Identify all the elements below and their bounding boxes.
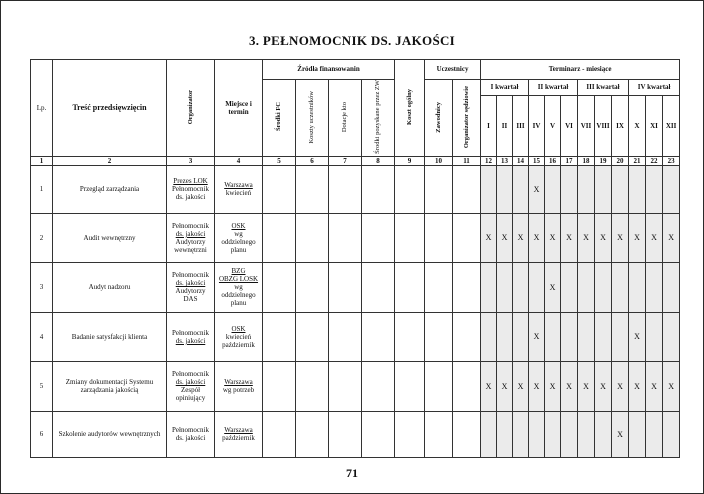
place-line: OSK [231, 324, 246, 333]
column-number: 7 [329, 156, 362, 165]
organizer-line: Audytorzy [175, 237, 206, 246]
empty-cell [395, 312, 425, 361]
empty-cell [296, 262, 329, 312]
month-cell [481, 262, 497, 312]
empty-cell [263, 411, 296, 457]
place-line: kwiecień [225, 189, 252, 198]
month-cell: X [513, 361, 529, 411]
plan-table [30, 59, 680, 458]
month-cell [513, 411, 529, 457]
row-task: Szkolenie audytorów wewnętrznych [53, 411, 167, 457]
row-lp: 3 [31, 262, 53, 312]
header-srodki-fc [263, 80, 296, 157]
header-srodki-zw [362, 80, 395, 157]
row-task: Audit wewnętrzny [53, 213, 167, 262]
header-koszt-ogolny-label: Koszt ogólny [405, 88, 413, 125]
column-number: 8 [362, 156, 395, 165]
month-cell [497, 411, 513, 457]
month-cell: X [629, 361, 646, 411]
row-organizer [167, 312, 215, 361]
empty-cell [329, 312, 362, 361]
row-organizer [167, 213, 215, 262]
header-terminarz: Terminarz - miesiące [481, 60, 680, 80]
header-month: I [481, 95, 497, 156]
month-cell [663, 312, 680, 361]
month-cell [629, 165, 646, 213]
header-uczestnicy: Uczestnicy [425, 60, 481, 80]
row-place [215, 411, 263, 457]
header-month: VII [578, 95, 595, 156]
organizer-line: ds. jakości [175, 229, 206, 238]
organizer-line: ds. jakości [175, 193, 206, 202]
empty-cell [425, 411, 453, 457]
table-row [31, 361, 680, 411]
table-row [31, 262, 680, 312]
page-number: 71 [346, 466, 358, 480]
header-kwartal-1: I kwartał [481, 80, 529, 96]
empty-cell [329, 411, 362, 457]
place-line: oddzielnego [221, 291, 256, 300]
row-task: Audyt nadzoru [53, 262, 167, 312]
empty-cell [453, 312, 481, 361]
empty-cell [362, 411, 395, 457]
organizer-line: Pełnomocnik [172, 221, 209, 230]
header-month: III [513, 95, 529, 156]
row-place [215, 361, 263, 411]
month-cell [497, 262, 513, 312]
page-title: 3. PEŁNOMOCNIK DS. JAKOŚCI [248, 33, 456, 48]
empty-cell [395, 213, 425, 262]
row-task: Badanie satysfakcji klienta [53, 312, 167, 361]
empty-cell [453, 411, 481, 457]
empty-cell [395, 411, 425, 457]
month-cell [497, 312, 513, 361]
month-cell: X [612, 213, 629, 262]
organizer-line: opiniujący [175, 394, 206, 403]
place-line: planu [230, 245, 247, 254]
month-cell: X [497, 213, 513, 262]
column-number-row [31, 156, 680, 165]
column-number: 15 [529, 156, 545, 165]
organizer-line: ds. jakości [175, 279, 206, 288]
month-cell [545, 411, 561, 457]
header-month: XII [663, 95, 680, 156]
month-cell [595, 165, 612, 213]
column-number: 18 [578, 156, 595, 165]
month-cell [612, 262, 629, 312]
month-cell: X [578, 361, 595, 411]
column-number: 5 [263, 156, 296, 165]
place-line: planu [230, 299, 247, 308]
row-lp: 1 [31, 165, 53, 213]
empty-cell [329, 213, 362, 262]
month-cell [629, 411, 646, 457]
month-cell [663, 411, 680, 457]
empty-cell [425, 213, 453, 262]
table-row [31, 165, 680, 213]
row-place [215, 312, 263, 361]
month-cell: X [545, 361, 561, 411]
place-line: Warszawa [224, 426, 253, 435]
month-cell [578, 165, 595, 213]
empty-cell [425, 361, 453, 411]
column-number: 22 [646, 156, 663, 165]
row-task: Przegląd zarządzania [53, 165, 167, 213]
empty-cell [395, 165, 425, 213]
column-number: 6 [296, 156, 329, 165]
place-line: wg [234, 283, 243, 292]
organizer-line: Prezes LOK [173, 177, 208, 186]
column-number: 13 [497, 156, 513, 165]
empty-cell [263, 312, 296, 361]
header-kwartal-4: IV kwartał [629, 80, 680, 96]
organizer-line: Pełnomocnik [172, 271, 209, 280]
organizer-line: Pełnomocnik [172, 370, 209, 379]
month-cell: X [545, 262, 561, 312]
month-cell: X [629, 213, 646, 262]
month-cell [663, 165, 680, 213]
column-number: 2 [53, 156, 167, 165]
empty-cell [362, 262, 395, 312]
header-lp: Lp. [31, 60, 53, 157]
column-number: 12 [481, 156, 497, 165]
month-cell: X [646, 213, 663, 262]
column-number: 14 [513, 156, 529, 165]
header-month: X [629, 95, 646, 156]
header-organizator-sedziowie-label: Organizator sędziowie [462, 85, 470, 148]
month-cell [481, 411, 497, 457]
empty-cell [425, 312, 453, 361]
header-koszty-label: Koszty uczestników [308, 90, 316, 144]
month-cell: X [481, 213, 497, 262]
place-line: OSK [231, 221, 246, 230]
column-number: 19 [595, 156, 612, 165]
organizer-line: Pełnomocnik [172, 328, 209, 337]
month-cell [578, 312, 595, 361]
month-cell [578, 411, 595, 457]
month-cell: X [578, 213, 595, 262]
month-cell [481, 312, 497, 361]
month-cell: X [561, 213, 578, 262]
empty-cell [296, 411, 329, 457]
row-place [215, 165, 263, 213]
month-cell [529, 262, 545, 312]
month-cell [578, 262, 595, 312]
row-lp: 5 [31, 361, 53, 411]
place-line: oddzielnego [221, 237, 256, 246]
header-zrodla: Źródła finansowanin [263, 60, 395, 80]
place-line: październik [222, 434, 255, 443]
table-row [31, 213, 680, 262]
month-cell: X [561, 361, 578, 411]
month-cell [545, 312, 561, 361]
empty-cell [263, 165, 296, 213]
row-organizer [167, 262, 215, 312]
row-task: Zmiany dokumentacji Systemu zarządzania jakością [53, 361, 167, 411]
header-organizator-sedziowie [453, 80, 481, 157]
month-cell [529, 411, 545, 457]
empty-cell [453, 361, 481, 411]
month-cell: X [663, 361, 680, 411]
month-cell [513, 165, 529, 213]
month-cell [595, 262, 612, 312]
empty-cell [362, 361, 395, 411]
header-kwartal-2: II kwartał [529, 80, 578, 96]
month-cell [629, 262, 646, 312]
month-cell [646, 411, 663, 457]
column-number: 16 [545, 156, 561, 165]
month-cell [646, 312, 663, 361]
column-number: 23 [663, 156, 680, 165]
header-month: V [545, 95, 561, 156]
place-line: wg [234, 229, 243, 238]
empty-cell [362, 165, 395, 213]
row-lp: 4 [31, 312, 53, 361]
column-number: 3 [167, 156, 215, 165]
header-month: XI [646, 95, 663, 156]
header-dotacje [329, 80, 362, 157]
header-tresc: Treść przedsięwzięcin [53, 60, 167, 157]
empty-cell [395, 262, 425, 312]
row-place [215, 213, 263, 262]
header-month: VIII [595, 95, 612, 156]
empty-cell [296, 213, 329, 262]
month-cell [513, 262, 529, 312]
row-organizer [167, 165, 215, 213]
column-number: 20 [612, 156, 629, 165]
month-cell [595, 312, 612, 361]
month-cell: X [595, 213, 612, 262]
empty-cell [362, 213, 395, 262]
header-organizator-label: Organizator [186, 89, 194, 125]
empty-cell [296, 165, 329, 213]
organizer-line: Audytorzy [175, 287, 206, 296]
month-cell: X [595, 361, 612, 411]
month-cell [545, 165, 561, 213]
column-number: 1 [31, 156, 53, 165]
empty-cell [296, 312, 329, 361]
row-organizer [167, 361, 215, 411]
month-cell [595, 411, 612, 457]
empty-cell [453, 213, 481, 262]
month-cell [561, 411, 578, 457]
month-cell [481, 165, 497, 213]
header-srodki-zw-label: Środki pozyskane przez ZW [374, 80, 382, 154]
month-cell: X [646, 361, 663, 411]
header-dotacje-label: Dotacje kto [341, 101, 349, 132]
month-cell: X [529, 312, 545, 361]
month-cell: X [612, 411, 629, 457]
empty-cell [296, 361, 329, 411]
empty-cell [263, 213, 296, 262]
table-body [31, 165, 680, 457]
header-koszt-ogolny [395, 60, 425, 157]
header-month: IV [529, 95, 545, 156]
month-cell [497, 165, 513, 213]
organizer-line: ds. jakości [175, 378, 206, 387]
empty-cell [395, 361, 425, 411]
organizer-line: Pełnomocnik [172, 185, 209, 194]
month-cell: X [529, 213, 545, 262]
month-cell: X [497, 361, 513, 411]
month-cell: X [529, 165, 545, 213]
month-cell [561, 312, 578, 361]
empty-cell [453, 165, 481, 213]
month-cell [612, 312, 629, 361]
place-line: wg potrzeb [222, 386, 255, 395]
header-zawodnicy-label: Zawodnicy [434, 101, 442, 133]
month-cell: X [663, 213, 680, 262]
month-cell: X [629, 312, 646, 361]
place-line: Warszawa [224, 181, 253, 190]
empty-cell [329, 165, 362, 213]
month-cell [663, 262, 680, 312]
month-cell [561, 165, 578, 213]
organizer-line: DAS [183, 295, 198, 304]
column-number: 4 [215, 156, 263, 165]
header-organizator [167, 60, 215, 157]
place-line: Warszawa [224, 378, 253, 387]
header-month: II [497, 95, 513, 156]
header-koszty [296, 80, 329, 157]
month-cell [513, 312, 529, 361]
month-cell: X [529, 361, 545, 411]
empty-cell [425, 165, 453, 213]
organizer-line: ds. jakości [175, 434, 206, 443]
header-kwartal-3: III kwartał [578, 80, 629, 96]
table-row [31, 411, 680, 457]
place-line: kwiecień [225, 332, 252, 341]
header-month: IX [612, 95, 629, 156]
table-row [31, 312, 680, 361]
header-zawodnicy [425, 80, 453, 157]
column-number: 21 [629, 156, 646, 165]
month-cell: X [513, 213, 529, 262]
header-srodki-fc-label: Środki FC [275, 102, 283, 132]
column-number: 11 [453, 156, 481, 165]
month-cell: X [612, 361, 629, 411]
empty-cell [362, 312, 395, 361]
place-line: OBZG LOSK [218, 275, 259, 284]
month-cell [612, 165, 629, 213]
month-cell [646, 165, 663, 213]
row-organizer [167, 411, 215, 457]
empty-cell [263, 361, 296, 411]
month-cell [561, 262, 578, 312]
empty-cell [425, 262, 453, 312]
row-lp: 6 [31, 411, 53, 457]
row-lp: 2 [31, 213, 53, 262]
place-line: październik [222, 340, 255, 349]
row-place [215, 262, 263, 312]
organizer-line: wewnętrzni [174, 245, 207, 254]
organizer-line: ds. jakości [175, 336, 206, 345]
empty-cell [453, 262, 481, 312]
empty-cell [263, 262, 296, 312]
organizer-line: Pełnomocnik [172, 426, 209, 435]
column-number: 17 [561, 156, 578, 165]
month-cell: X [545, 213, 561, 262]
column-number: 10 [425, 156, 453, 165]
empty-cell [329, 262, 362, 312]
month-cell: X [481, 361, 497, 411]
empty-cell [329, 361, 362, 411]
header-miejsce: Miejsce i termin [215, 60, 263, 157]
organizer-line: Zespół [180, 386, 201, 395]
header-month: VI [561, 95, 578, 156]
column-number: 9 [395, 156, 425, 165]
month-cell [646, 262, 663, 312]
place-line: BZG [231, 267, 246, 276]
